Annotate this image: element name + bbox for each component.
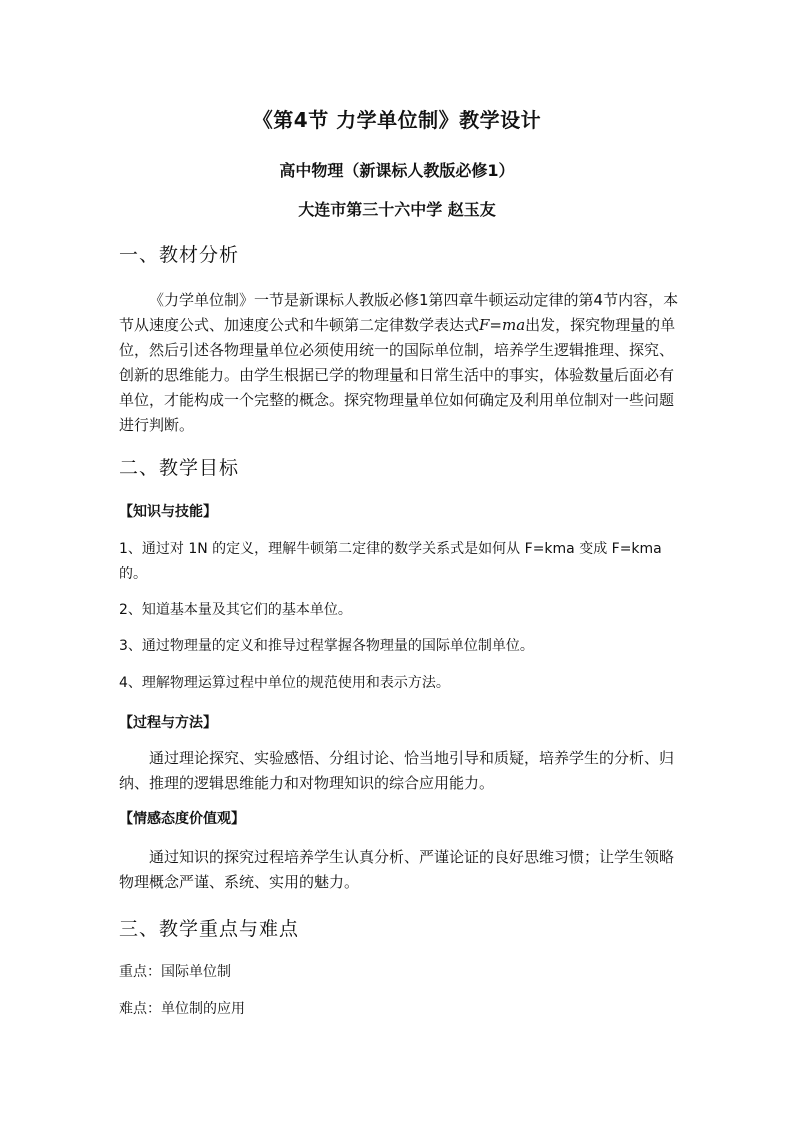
process-text: 通过理论探究、实验感悟、分组讨论、恰当地引导和质疑，培养学生的分析、归纳、推理的逻辑思维能力和对物理知识的综合应用能力。	[119, 749, 675, 792]
section-heading-2: 二、教学目标	[119, 457, 240, 479]
knowledge-item-2: 2、知道基本量及其它们的基本单位。	[119, 602, 352, 618]
formula-f-ma: F=ma	[479, 316, 526, 334]
difficult-point: 难点：单位制的应用	[119, 1001, 245, 1017]
knowledge-item-3: 3、通过物理量的定义和推导过程掌握各物理量的国际单位制单位。	[119, 638, 534, 654]
knowledge-item-4: 4、理解物理运算过程中单位的规范使用和表示方法。	[119, 675, 450, 691]
author-line: 大连市第三十六中学 赵玉友	[298, 200, 496, 219]
emotion-text: 通过知识的探究过程培养学生认真分析、严谨论证的良好思维习惯；让学生领略物理概念严谨、系统、实用的魅力。	[119, 848, 675, 891]
process-heading: 【过程与方法】	[119, 715, 217, 731]
document-subtitle: 高中物理（新课标人教版必修1）	[279, 161, 515, 180]
section-heading-1: 一、教材分析	[119, 244, 240, 266]
process-paragraph	[119, 746, 679, 796]
knowledge-heading: 【知识与技能】	[119, 504, 217, 520]
section-heading-3: 三、教学重点与难点	[119, 918, 300, 940]
section-1-paragraph	[119, 288, 679, 438]
section-1-text-before: 《力学单位制》一节是新课标人教版必修1第四章牛顿运动定律的第4节内容，本节从速度公式、加速度公式和牛顿第二定律数学表达式	[119, 291, 679, 334]
emotion-heading: 【情感态度价值观】	[119, 811, 245, 827]
emotion-paragraph	[119, 845, 679, 895]
document-title: 《第4节 力学单位制》教学设计	[252, 108, 542, 132]
section-1-text-after: 出发，探究物理量的单位，然后引述各物理量单位必须使用统一的国际单位制，培养学生逻辑推理、探究、创新的思维能力。由学生根据已学的物理量和日常生活中的事实，体验数量后面必有单位，才能构成一个完整的概念。探究物理量单位如何确定及利用单位制对一些问题进行判断。	[119, 316, 676, 434]
key-point: 重点：国际单位制	[119, 964, 231, 980]
knowledge-item-1: 1、通过对 1N 的定义，理解牛顿第二定律的数学关系式是如何从 F=kma 变成 F=kma 的。	[119, 541, 662, 582]
